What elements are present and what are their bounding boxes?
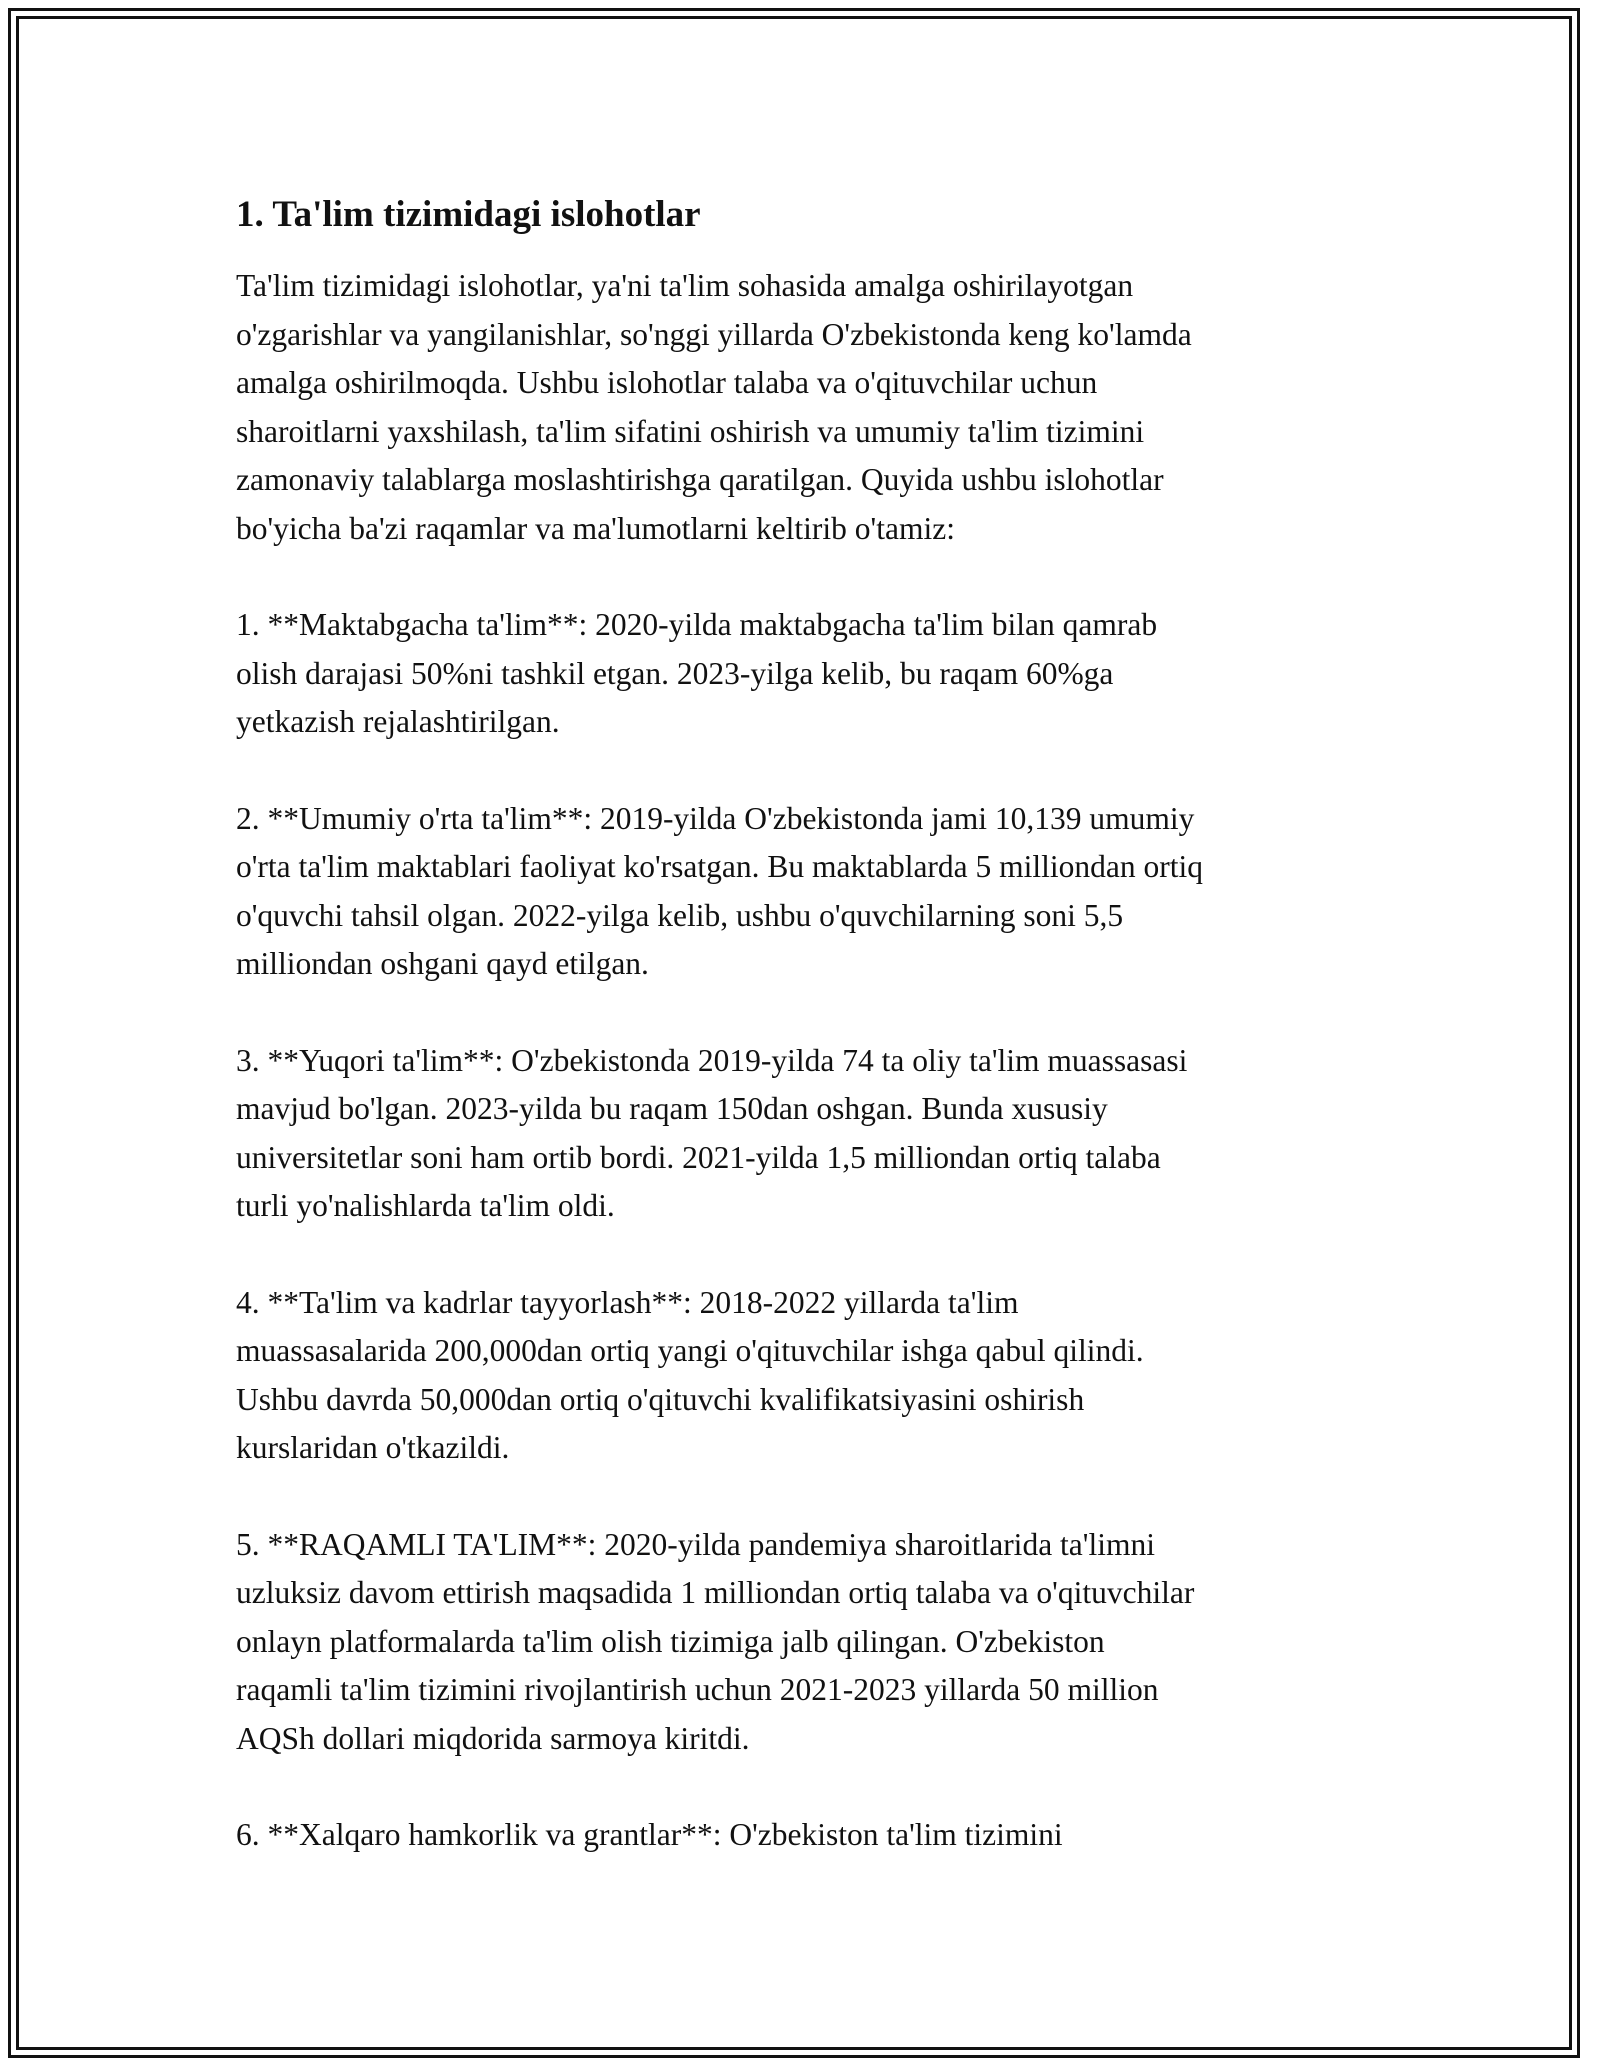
item-teacher-training-paragraph: 4. **Ta'lim va kadrlar tayyorlash**: 2018-2022 yillarda ta'lim muassasalarida 200,000dan ortiq yangi o'qituvchilar ishga qabul qilindi. Ushbu davrda 50,000dan ortiq o'qituvchi kvalifikatsiyasini oshirish kurslaridan o'tkazildi.: [236, 1284, 1144, 1465]
item-digital-education-paragraph: 5. **RAQAMLI TA'LIM**: 2020-yilda pandemiya sharoitlarida ta'limni uzluksiz davom ettirish maqsadida 1 milliondan ortiq talaba va o'qituvchilar onlayn platformalarda ta'lim olish tizimiga jalb qilingan. O'zbekiston raqamli ta'lim tizimini rivojlantirish uchun 2021-2023 yillarda 50 million AQSh dollari miqdorida sarmoya kiritdi.: [236, 1526, 1195, 1756]
intro-paragraph: Ta'lim tizimidagi islohotlar, ya'ni ta'lim sohasida amalga oshirilayotgan o'zgarishlar va yangilanishlar, so'nggi yillarda O'zbekistonda keng ko'lamda amalga oshirilmoqda. Ushbu islohotlar talaba va o'qituvchilar uchun sharoitlarni yaxshilash, ta'lim sifatini oshirish va umumiy ta'lim tizimini zamonaviy talablarga moslashtirishga qaratilgan. Quyida ushbu islohotlar bo'yicha ba'zi raqamlar va ma'lumotlarni keltirib o'tamiz:: [236, 268, 1192, 546]
item-international-cooperation-paragraph: 6. **Xalqaro hamkorlik va grantlar**: O'zbekiston ta'lim tizimini: [236, 1817, 1063, 1852]
item-secondary-paragraph: 2. **Umumiy o'rta ta'lim**: 2019-yilda O'zbekistonda jami 10,139 umumiy o'rta ta'lim maktablari faoliyat ko'rsatgan. Bu maktablarda 5 milliondan ortiq o'quvchi tahsil olgan. 2022-yilga kelib, ushbu o'quvchilarning soni 5,5 milliondan oshgani qayd etilgan.: [236, 800, 1204, 981]
document-body: [236, 190, 1376, 1908]
item-preschool-paragraph: 1. **Maktabgacha ta'lim**: 2020-yilda maktabgacha ta'lim bilan qamrab olish darajasi 50%ni tashkil etgan. 2023-yilga kelib, bu raqam 60%ga yetkazish rejalashtirilgan.: [236, 607, 1158, 739]
section-heading: 1. Ta'lim tizimidagi islohotlar: [236, 194, 701, 235]
item-higher-education-paragraph: 3. **Yuqori ta'lim**: O'zbekistonda 2019-yilda 74 ta oliy ta'lim muassasasi mavjud bo'lgan. 2023-yilda bu raqam 150dan oshgan. Bunda xususiy universitetlar soni ham ortib bordi. 2021-yilda 1,5 milliondan ortiq talaba turli yo'nalishlarda ta'lim oldi.: [236, 1042, 1188, 1223]
